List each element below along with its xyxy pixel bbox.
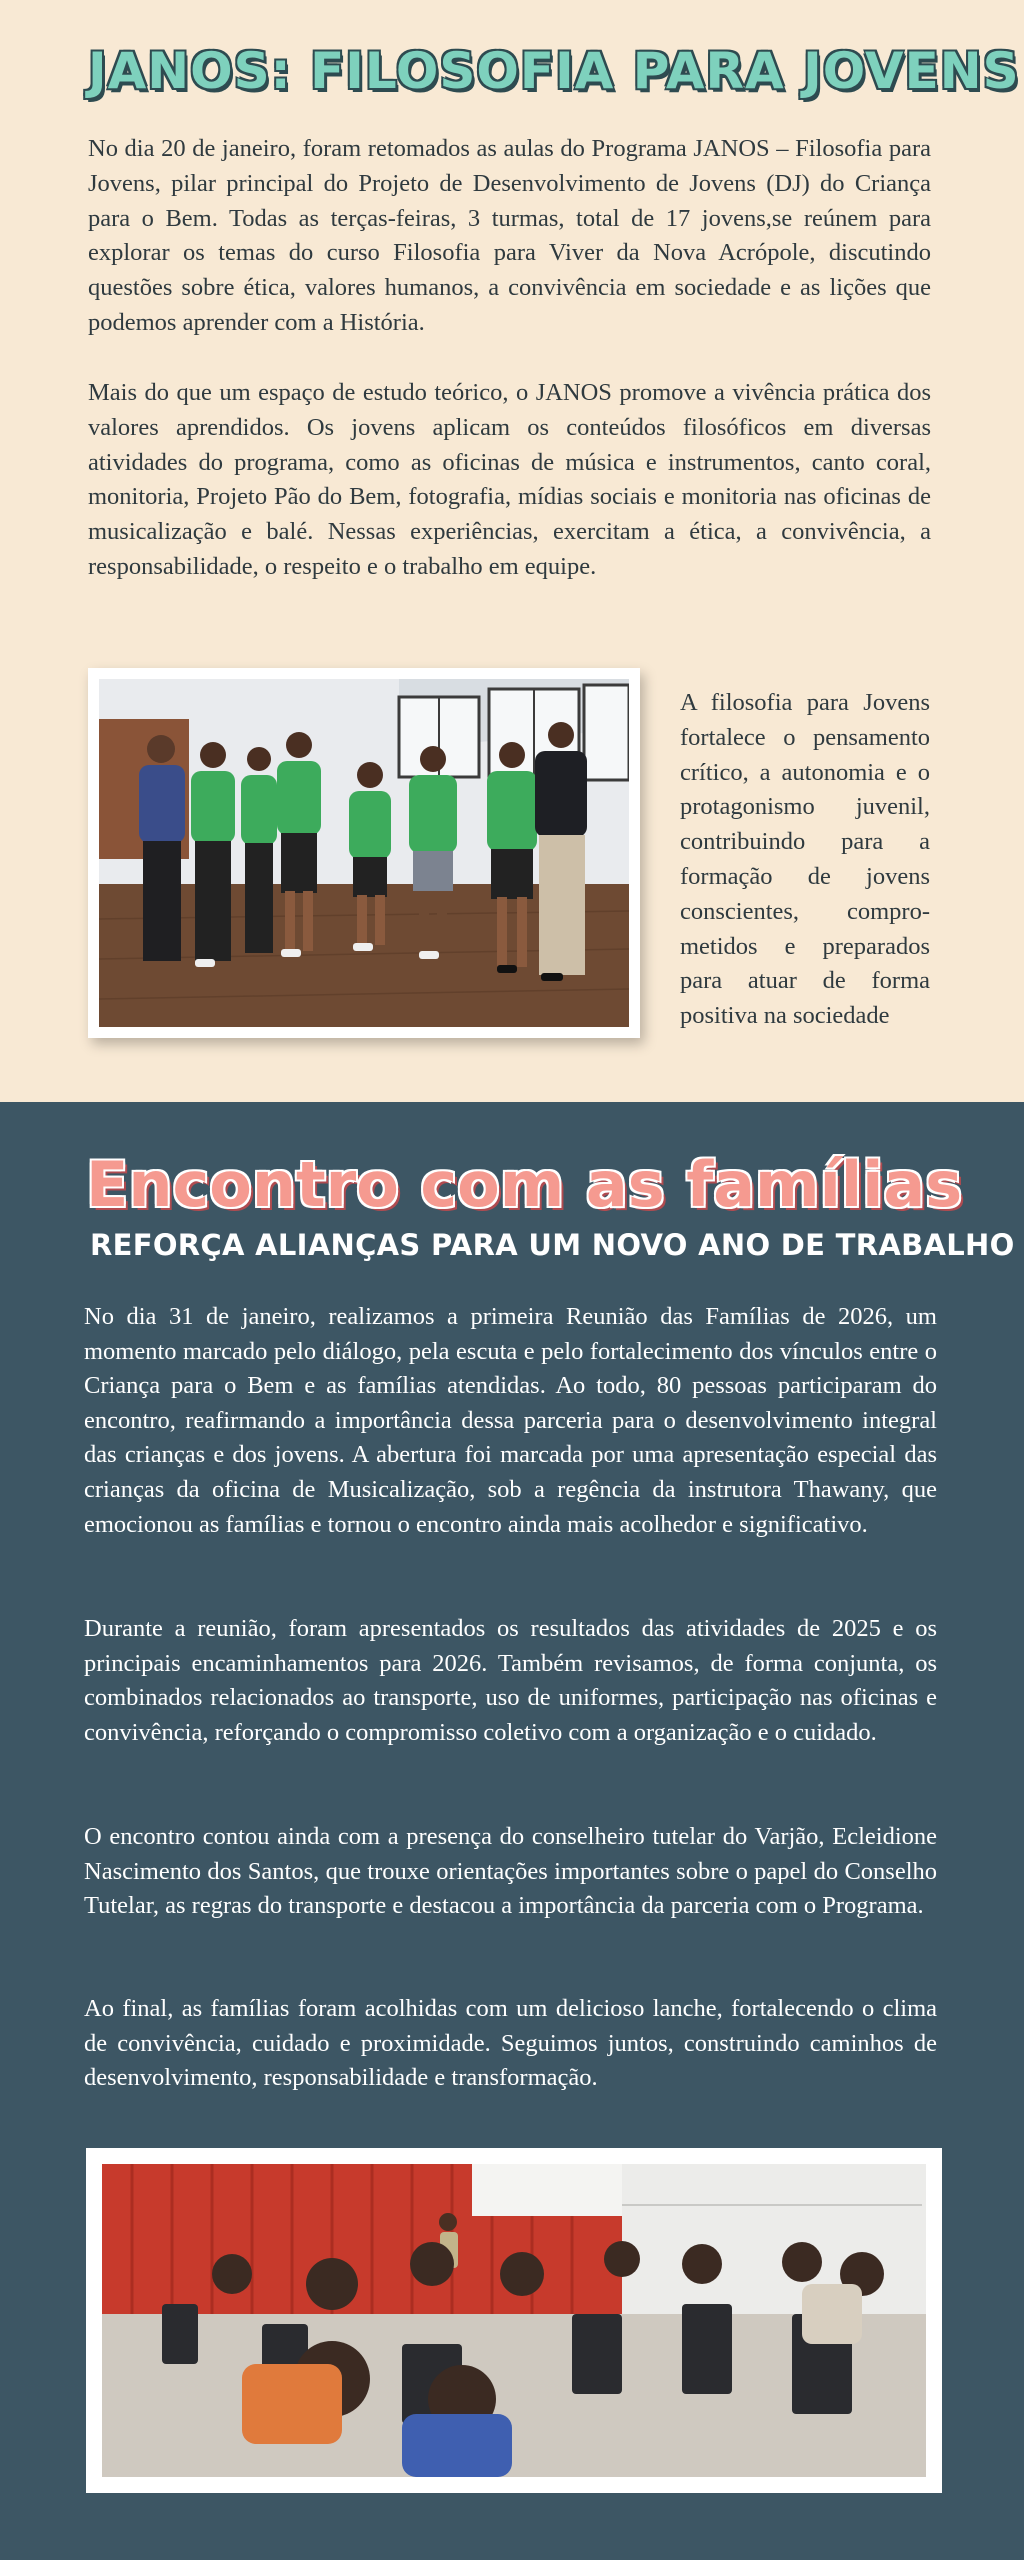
janos-side-text: A filosofia para Jovens fortalece o pensamento crítico, a autonomia e o protagonismo juvenil, contribuindo para a formação de jovens conscientes, comprometidos e preparados para atuar de forma positiva na sociedade [680, 689, 930, 1030]
families-meeting-photo [102, 2164, 926, 2477]
janos-photo-frame [88, 668, 640, 1038]
families-paragraph-3: O encontro contou ainda com a presença do conselheiro tutelar do Varjão, Ecleidione Nascimento dos Santos, que trouxe orientações importantes sobre o papel do Conselho Tutelar, as regras do transporte e destacou a importância da parceria com o Programa. [84, 1823, 937, 1920]
families-paragraph-2: Durante a reunião, foram apresentados os resultados das atividades de 2025 e os principais encaminhamentos para 2026. Também revisamos, de forma conjunta, os combinados relacionados ao transporte, uso de uniformes, participação nas oficinas e convivência, reforçando o compromisso coletivo com a organização e o cuidado. [84, 1615, 937, 1746]
families-paragraph-4: Ao final, as famílias foram acolhidas com um delicioso lanche, fortalecendo o clima de convivência, cuidado e proximidade. Seguimos juntos, construindo caminhos de desenvolvimento, responsabilidade e transformação. [84, 1995, 937, 2092]
janos-group-photo [99, 679, 629, 1027]
families-paragraph-1: No dia 31 de janeiro, realizamos a primeira Reunião das Famílias de 2026, um momento marcado pelo diálogo, pela escuta e pelo fortalecimento dos vínculos entre o Criança para o Bem e as famílias atendidas. Ao todo, 80 pessoas participaram do encontro, reafirmando a importância dessa parceria para o desenvolvimento integral das crianças e dos jovens. A abertura foi marcada por uma apresentação especial das crianças da oficina de Musicalização, sob a regência da instrutora Thawany, que emocionou as famílias e tornou o encontro ainda mais acolhedor e significativo. [84, 1303, 937, 1538]
families-title: Encontro com as famílias [86, 1148, 963, 1221]
families-subtitle: REFORÇA ALIANÇAS PARA UM NOVO ANO DE TRABALHO [90, 1228, 1015, 1262]
families-photo-frame [86, 2148, 942, 2493]
janos-title: JANOS: FILOSOFIA PARA JOVENS [88, 42, 1020, 100]
janos-paragraph-2: Mais do que um espaço de estudo teórico, o JANOS promove a vivência prática dos valores aprendidos. Os jovens aplicam os conteúdos filosóficos em diversas atividades do programa, como as oficinas de música e instrumentos, canto coral, monitoria, Projeto Pão do Bem, fotografia, mídias sociais e monitoria nas oficinas de musicalização e balé. Nessas experiências, exercitam a ética, a convivência, a responsabilidade, o respeito e o trabalho em equipe. [88, 379, 931, 580]
janos-paragraph-1: No dia 20 de janeiro, foram retomados as aulas do Programa JANOS – Filosofia para Jovens, pilar principal do Projeto de Desenvolvimento de Jovens (DJ) do Criança para o Bem. Todas as terças-feiras, 3 turmas, total de 17 jovens,se reúnem para explorar os temas do curso Filosofia para Viver da Nova Acrópole, discutindo questões sobre ética, valores humanos, a convivência em sociedade e as lições que podemos aprender com a História. [88, 135, 931, 336]
